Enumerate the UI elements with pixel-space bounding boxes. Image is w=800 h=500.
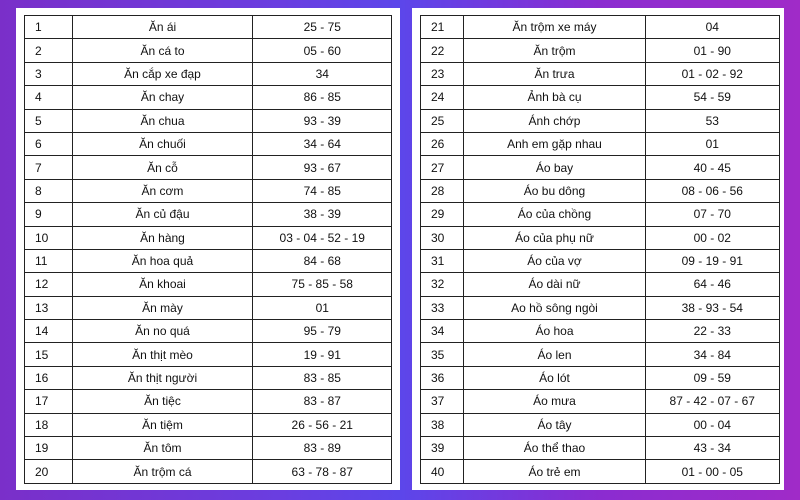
table-row <box>25 109 392 132</box>
row-number: 28 <box>421 179 464 202</box>
row-number: 3 <box>25 62 73 85</box>
row-number: 27 <box>421 156 464 179</box>
lucky-numbers-cell: 43 - 34 <box>645 437 780 460</box>
lucky-numbers-cell: 40 - 45 <box>645 156 780 179</box>
dream-cell: Ăn cắp xe đạp <box>72 62 253 85</box>
table-row <box>25 62 392 85</box>
dream-cell: Ăn no quá <box>72 320 253 343</box>
dream-cell: Ăn khoai <box>72 273 253 296</box>
dream-numbers-table-left <box>24 15 392 484</box>
table-row <box>421 203 780 226</box>
row-number: 35 <box>421 343 464 366</box>
table-row <box>421 62 780 85</box>
dream-cell: Ăn chua <box>72 109 253 132</box>
dream-cell: Áo trẻ em <box>464 460 645 483</box>
table-body <box>25 16 392 484</box>
row-number: 19 <box>25 437 73 460</box>
table-row <box>25 343 392 366</box>
dream-cell: Áo bay <box>464 156 645 179</box>
lucky-numbers-cell: 38 - 39 <box>253 203 392 226</box>
table-row <box>25 296 392 319</box>
table-row <box>421 132 780 155</box>
dream-cell: Ánh chớp <box>464 109 645 132</box>
dream-cell: Ăn mày <box>72 296 253 319</box>
dream-cell: Ăn chuối <box>72 132 253 155</box>
row-number: 14 <box>25 320 73 343</box>
table-row <box>421 226 780 249</box>
table-row <box>421 413 780 436</box>
table-row <box>25 320 392 343</box>
dream-cell: Ăn trộm <box>464 39 645 62</box>
row-number: 34 <box>421 320 464 343</box>
lucky-numbers-cell: 05 - 60 <box>253 39 392 62</box>
lucky-numbers-cell: 93 - 39 <box>253 109 392 132</box>
lucky-numbers-cell: 00 - 04 <box>645 413 780 436</box>
right-table-card <box>412 8 784 490</box>
row-number: 18 <box>25 413 73 436</box>
lucky-numbers-cell: 53 <box>645 109 780 132</box>
lucky-numbers-cell: 04 <box>645 16 780 39</box>
row-number: 23 <box>421 62 464 85</box>
lucky-numbers-cell: 03 - 04 - 52 - 19 <box>253 226 392 249</box>
lucky-numbers-cell: 83 - 87 <box>253 390 392 413</box>
row-number: 17 <box>25 390 73 413</box>
row-number: 7 <box>25 156 73 179</box>
table-row <box>25 179 392 202</box>
dream-cell: Ăn trưa <box>464 62 645 85</box>
table-row <box>25 86 392 109</box>
lucky-numbers-cell: 34 - 64 <box>253 132 392 155</box>
table-row <box>25 16 392 39</box>
table-row <box>421 156 780 179</box>
row-number: 37 <box>421 390 464 413</box>
table-row <box>25 132 392 155</box>
table-row <box>25 366 392 389</box>
row-number: 24 <box>421 86 464 109</box>
dream-cell: Áo hoa <box>464 320 645 343</box>
dream-cell: Ăn cá to <box>72 39 253 62</box>
row-number: 21 <box>421 16 464 39</box>
lucky-numbers-cell: 75 - 85 - 58 <box>253 273 392 296</box>
row-number: 30 <box>421 226 464 249</box>
dream-cell: Ăn thịt mèo <box>72 343 253 366</box>
row-number: 2 <box>25 39 73 62</box>
table-row <box>25 203 392 226</box>
dream-cell: Anh em gặp nhau <box>464 132 645 155</box>
dream-cell: Ao hồ sông ngòi <box>464 296 645 319</box>
dream-cell: Áo bu dông <box>464 179 645 202</box>
row-number: 29 <box>421 203 464 226</box>
dream-cell: Ăn ái <box>72 16 253 39</box>
table-row <box>421 437 780 460</box>
table-row <box>25 390 392 413</box>
lucky-numbers-cell: 07 - 70 <box>645 203 780 226</box>
row-number: 8 <box>25 179 73 202</box>
dream-cell: Ăn trộm xe máy <box>464 16 645 39</box>
dream-cell: Ăn cỗ <box>72 156 253 179</box>
table-row <box>421 86 780 109</box>
lucky-numbers-cell: 38 - 93 - 54 <box>645 296 780 319</box>
table-row <box>421 39 780 62</box>
row-number: 13 <box>25 296 73 319</box>
table-row <box>25 460 392 483</box>
lucky-numbers-cell: 64 - 46 <box>645 273 780 296</box>
dream-cell: Ăn tôm <box>72 437 253 460</box>
table-row <box>421 109 780 132</box>
lucky-numbers-cell: 00 - 02 <box>645 226 780 249</box>
lucky-numbers-cell: 09 - 59 <box>645 366 780 389</box>
row-number: 11 <box>25 249 73 272</box>
dream-cell: Áo của chồng <box>464 203 645 226</box>
row-number: 40 <box>421 460 464 483</box>
lucky-numbers-cell: 22 - 33 <box>645 320 780 343</box>
dream-cell: Ăn hàng <box>72 226 253 249</box>
lucky-numbers-cell: 25 - 75 <box>253 16 392 39</box>
dream-cell: Áo len <box>464 343 645 366</box>
row-number: 33 <box>421 296 464 319</box>
row-number: 1 <box>25 16 73 39</box>
lucky-numbers-cell: 86 - 85 <box>253 86 392 109</box>
table-row <box>421 273 780 296</box>
row-number: 20 <box>25 460 73 483</box>
dream-cell: Áo của phụ nữ <box>464 226 645 249</box>
dream-cell: Áo lót <box>464 366 645 389</box>
dream-numbers-table-right <box>420 15 780 484</box>
row-number: 38 <box>421 413 464 436</box>
dream-cell: Ảnh bà cụ <box>464 86 645 109</box>
lucky-numbers-cell: 74 - 85 <box>253 179 392 202</box>
lucky-numbers-cell: 19 - 91 <box>253 343 392 366</box>
lucky-numbers-cell: 34 <box>253 62 392 85</box>
dream-cell: Ăn tiệm <box>72 413 253 436</box>
table-row <box>421 460 780 483</box>
lucky-numbers-cell: 01 <box>645 132 780 155</box>
dream-cell: Ăn củ đậu <box>72 203 253 226</box>
row-number: 36 <box>421 366 464 389</box>
table-row <box>25 249 392 272</box>
lucky-numbers-cell: 83 - 85 <box>253 366 392 389</box>
dream-cell: Áo mưa <box>464 390 645 413</box>
table-row <box>421 366 780 389</box>
row-number: 26 <box>421 132 464 155</box>
table-row <box>25 156 392 179</box>
row-number: 9 <box>25 203 73 226</box>
lucky-numbers-cell: 83 - 89 <box>253 437 392 460</box>
left-table-card <box>16 8 400 490</box>
table-row <box>421 320 780 343</box>
lucky-numbers-cell: 95 - 79 <box>253 320 392 343</box>
lucky-numbers-cell: 63 - 78 - 87 <box>253 460 392 483</box>
lucky-numbers-cell: 01 - 90 <box>645 39 780 62</box>
dream-cell: Ăn tiệc <box>72 390 253 413</box>
row-number: 25 <box>421 109 464 132</box>
dream-cell: Áo tây <box>464 413 645 436</box>
table-row <box>25 413 392 436</box>
row-number: 39 <box>421 437 464 460</box>
lucky-numbers-cell: 01 - 00 - 05 <box>645 460 780 483</box>
row-number: 4 <box>25 86 73 109</box>
lucky-numbers-cell: 93 - 67 <box>253 156 392 179</box>
lucky-numbers-cell: 09 - 19 - 91 <box>645 249 780 272</box>
dream-cell: Áo dài nữ <box>464 273 645 296</box>
lucky-numbers-cell: 87 - 42 - 07 - 67 <box>645 390 780 413</box>
dream-cell: Ăn hoa quả <box>72 249 253 272</box>
table-row <box>421 296 780 319</box>
row-number: 12 <box>25 273 73 296</box>
table-row <box>421 390 780 413</box>
dream-cell: Áo của vợ <box>464 249 645 272</box>
table-row <box>25 226 392 249</box>
table-row <box>421 343 780 366</box>
lucky-numbers-cell: 01 - 02 - 92 <box>645 62 780 85</box>
lucky-numbers-cell: 26 - 56 - 21 <box>253 413 392 436</box>
dream-cell: Ăn chay <box>72 86 253 109</box>
table-row <box>421 249 780 272</box>
row-number: 10 <box>25 226 73 249</box>
lucky-numbers-cell: 54 - 59 <box>645 86 780 109</box>
dream-cell: Ăn trộm cá <box>72 460 253 483</box>
dream-cell: Ăn cơm <box>72 179 253 202</box>
row-number: 32 <box>421 273 464 296</box>
table-row <box>25 273 392 296</box>
lucky-numbers-cell: 34 - 84 <box>645 343 780 366</box>
row-number: 5 <box>25 109 73 132</box>
row-number: 31 <box>421 249 464 272</box>
dream-cell: Ăn thịt người <box>72 366 253 389</box>
row-number: 16 <box>25 366 73 389</box>
table-row <box>421 179 780 202</box>
table-row <box>421 16 780 39</box>
lucky-numbers-cell: 01 <box>253 296 392 319</box>
lucky-numbers-cell: 08 - 06 - 56 <box>645 179 780 202</box>
row-number: 15 <box>25 343 73 366</box>
row-number: 6 <box>25 132 73 155</box>
table-body <box>421 16 780 484</box>
lucky-numbers-cell: 84 - 68 <box>253 249 392 272</box>
table-row <box>25 39 392 62</box>
row-number: 22 <box>421 39 464 62</box>
table-row <box>25 437 392 460</box>
dream-cell: Áo thể thao <box>464 437 645 460</box>
